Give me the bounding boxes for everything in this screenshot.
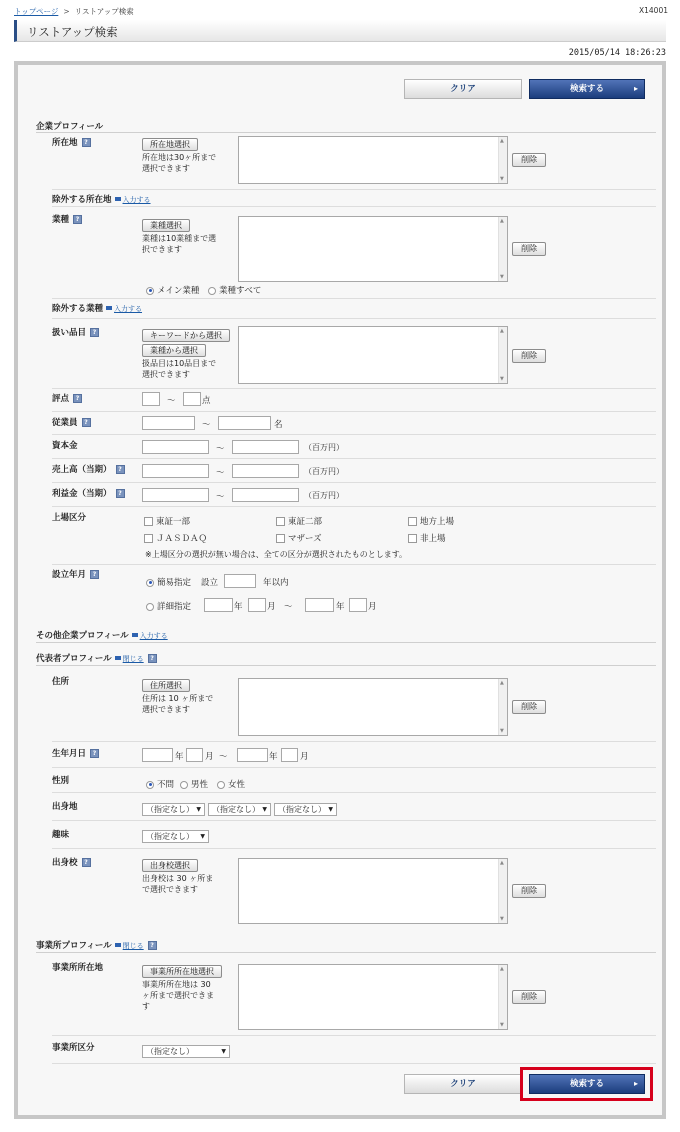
arrow-right-icon: ▸ bbox=[633, 84, 638, 93]
highlight-box bbox=[520, 1067, 653, 1101]
label-school-text: 出身校 bbox=[52, 858, 78, 868]
chevron-down-icon: ▼ bbox=[200, 833, 205, 840]
label-excluded-location bbox=[52, 193, 151, 205]
tilde: ～ bbox=[216, 468, 225, 478]
label-industry-text: 業種 bbox=[52, 215, 70, 225]
clear-button-bottom[interactable]: クリア bbox=[404, 1074, 522, 1094]
unit-people: 名 bbox=[274, 420, 283, 430]
label-excluded-location-text: 除外する所在地 bbox=[52, 195, 112, 205]
gender-radio-female[interactable] bbox=[217, 778, 245, 790]
employees-min-input[interactable] bbox=[142, 416, 195, 430]
gender-label: 男性 bbox=[191, 780, 209, 790]
radio-icon bbox=[146, 603, 154, 611]
label-excluded-industry-text: 除外する業種 bbox=[52, 304, 104, 314]
listing-label: マザーズ bbox=[288, 534, 322, 544]
label-sales-text: 売上高（当期） bbox=[52, 465, 112, 475]
section-office-text: 事業所プロフィール bbox=[36, 941, 112, 951]
gender-label: 不問 bbox=[157, 780, 175, 790]
listing-label: 東証二部 bbox=[288, 517, 323, 527]
sales-max-input[interactable] bbox=[232, 464, 299, 478]
label-capital: 資本金 bbox=[52, 441, 78, 451]
label-rating-text: 評点 bbox=[52, 394, 70, 404]
label-location bbox=[52, 136, 91, 148]
help-icon[interactable]: ? bbox=[73, 215, 82, 224]
help-icon[interactable]: ? bbox=[116, 489, 125, 498]
tilde: ～ bbox=[284, 602, 293, 612]
label-office-type: 事業所区分 bbox=[52, 1043, 95, 1053]
gender-label: 女性 bbox=[228, 780, 246, 790]
scrollbar[interactable] bbox=[498, 679, 507, 735]
unit-year: 年 bbox=[269, 752, 278, 762]
arrow-right-icon: ▸ bbox=[633, 1079, 638, 1088]
help-icon[interactable]: ? bbox=[148, 654, 157, 663]
search-label: 検索する bbox=[569, 84, 604, 94]
delete-address-button[interactable]: 削除 bbox=[512, 700, 546, 714]
rating-min-input[interactable] bbox=[142, 392, 160, 406]
note-school: 出身校は 30 ヶ所ま で選択できます bbox=[142, 874, 214, 894]
unit-year: 年 bbox=[336, 602, 345, 612]
section-representative-text: 代表者プロフィール bbox=[36, 654, 112, 664]
divider bbox=[52, 411, 656, 412]
delete-products-button[interactable]: 削除 bbox=[512, 349, 546, 363]
divider bbox=[52, 506, 656, 507]
checkbox-icon bbox=[144, 517, 153, 526]
help-icon[interactable]: ? bbox=[148, 941, 157, 950]
birth-to-month-input[interactable] bbox=[281, 748, 298, 762]
help-icon[interactable]: ? bbox=[116, 465, 125, 474]
checkbox-icon bbox=[276, 534, 285, 543]
link-arrow-icon bbox=[106, 306, 112, 310]
tilde: ～ bbox=[216, 492, 225, 502]
school-list[interactable] bbox=[238, 858, 508, 924]
checkbox-icon bbox=[408, 534, 417, 543]
label-location-text: 所在地 bbox=[52, 138, 78, 148]
birthplace-select-1[interactable] bbox=[142, 803, 205, 816]
label-hobby: 趣味 bbox=[52, 830, 70, 840]
label-employees bbox=[52, 416, 91, 428]
unit-year: 年 bbox=[234, 602, 243, 612]
label-birthplace: 出身地 bbox=[52, 802, 78, 812]
datetime: 2015/05/14 18:26:23 bbox=[568, 48, 666, 58]
divider bbox=[52, 820, 656, 821]
founded-established-label: 設立 bbox=[201, 578, 219, 588]
office-type-select[interactable] bbox=[142, 1045, 230, 1058]
founded-to-month-input[interactable] bbox=[349, 598, 367, 612]
divider bbox=[36, 665, 656, 666]
chevron-down-icon: ▼ bbox=[196, 806, 201, 813]
label-birthdate-text: 生年月日 bbox=[52, 749, 87, 759]
breadcrumb-home-link[interactable]: トップページ bbox=[14, 7, 59, 16]
unit-month: 月 bbox=[267, 602, 276, 612]
unit-month: 月 bbox=[368, 602, 377, 612]
unit-million-yen: （百万円） bbox=[304, 467, 344, 476]
select-location-button[interactable]: 所在地選択 bbox=[142, 138, 198, 151]
select-value: （指定なし） bbox=[278, 805, 326, 814]
divider bbox=[52, 388, 656, 389]
founded-radio-detail[interactable] bbox=[146, 600, 191, 612]
select-value: （指定なし） bbox=[212, 805, 260, 814]
birthplace-select-3[interactable] bbox=[274, 803, 337, 816]
radio-icon bbox=[217, 781, 225, 789]
help-icon[interactable]: ? bbox=[82, 138, 91, 147]
label-products bbox=[52, 326, 99, 338]
address-list[interactable] bbox=[238, 678, 508, 736]
unit-million-yen: （百万円） bbox=[304, 491, 344, 500]
note-office-location: 事業所所在地は 30 ヶ所まで選択できま す bbox=[142, 980, 214, 1011]
radio-icon bbox=[208, 287, 216, 295]
divider bbox=[52, 767, 656, 768]
section-other-company-text: その他企業プロフィール bbox=[36, 631, 129, 641]
label-office-location: 事業所所在地 bbox=[52, 963, 104, 973]
clear-button-top[interactable]: クリア bbox=[404, 79, 522, 99]
section-representative bbox=[36, 652, 157, 664]
divider bbox=[52, 741, 656, 742]
label-employees-text: 従業員 bbox=[52, 418, 78, 428]
note-location: 所在地は30ヶ所まで 選択できます bbox=[142, 153, 217, 173]
search-button-top[interactable] bbox=[529, 79, 645, 99]
industry-radio-all-label: 業種すべて bbox=[219, 286, 262, 296]
excluded-location-input-link[interactable]: 入力する bbox=[122, 196, 151, 204]
founded-from-month-input[interactable] bbox=[248, 598, 266, 612]
select-school-button[interactable]: 出身校選択 bbox=[142, 859, 198, 872]
delete-office-location-button[interactable]: 削除 bbox=[512, 990, 546, 1004]
note-products: 扱品目は10品目まで 選択できます bbox=[142, 359, 217, 379]
page-title: リストアップ検索 bbox=[27, 25, 118, 39]
tilde: ～ bbox=[219, 752, 228, 762]
divider bbox=[52, 848, 656, 849]
divider bbox=[52, 318, 656, 319]
scrollbar[interactable] bbox=[498, 327, 507, 383]
label-rating bbox=[52, 392, 82, 404]
chevron-down-icon: ▼ bbox=[262, 806, 267, 813]
section-company: 企業プロフィール bbox=[36, 122, 104, 132]
listing-option[interactable] bbox=[408, 515, 454, 527]
listing-option[interactable] bbox=[144, 515, 190, 527]
other-company-input-link[interactable]: 入力する bbox=[139, 632, 168, 640]
label-industry bbox=[52, 213, 82, 225]
label-profit-text: 利益金（当期） bbox=[52, 489, 112, 499]
divider bbox=[52, 206, 656, 207]
profit-min-input[interactable] bbox=[142, 488, 209, 502]
birth-from-month-input[interactable] bbox=[186, 748, 203, 762]
search-label: 検索する bbox=[569, 1079, 604, 1089]
divider bbox=[52, 1063, 656, 1064]
note-listing: ※上場区分の選択が無い場合は、全ての区分が選択されたものとします。 bbox=[145, 550, 408, 559]
radio-icon bbox=[180, 781, 188, 789]
select-office-location-button[interactable]: 事業所所在地選択 bbox=[142, 965, 222, 978]
breadcrumb-current: リストアップ検索 bbox=[74, 7, 134, 16]
unit-year: 年 bbox=[175, 752, 184, 762]
search-form-panel bbox=[14, 61, 666, 1119]
founded-to-year-input[interactable] bbox=[305, 598, 334, 612]
delete-industry-button[interactable]: 削除 bbox=[512, 242, 546, 256]
unit-within-years: 年以内 bbox=[263, 578, 289, 588]
listing-label: 地方上場 bbox=[420, 517, 455, 527]
representative-close-link[interactable]: 閉じる bbox=[122, 655, 144, 663]
delete-location-button[interactable]: 削除 bbox=[512, 153, 546, 167]
help-icon[interactable]: ? bbox=[82, 858, 91, 867]
capital-min-input[interactable] bbox=[142, 440, 209, 454]
checkbox-icon bbox=[408, 517, 417, 526]
listing-option[interactable] bbox=[276, 532, 322, 544]
divider bbox=[52, 1035, 656, 1036]
note-address: 住所は 10 ヶ所まで 選択できます bbox=[142, 694, 214, 714]
select-address-button[interactable]: 住所選択 bbox=[142, 679, 190, 692]
birth-from-year-input[interactable] bbox=[142, 748, 173, 762]
label-founded-text: 設立年月 bbox=[52, 570, 87, 580]
excluded-industry-input-link[interactable]: 入力する bbox=[114, 305, 143, 313]
select-keyword-button[interactable]: キーワードから選択 bbox=[142, 329, 230, 342]
scrollbar[interactable] bbox=[498, 217, 507, 281]
breadcrumb-separator: > bbox=[63, 7, 70, 16]
section-office bbox=[36, 939, 157, 951]
help-icon[interactable]: ? bbox=[73, 394, 82, 403]
radio-icon bbox=[146, 579, 154, 587]
divider bbox=[52, 792, 656, 793]
label-sales bbox=[52, 463, 125, 475]
office-location-list[interactable] bbox=[238, 964, 508, 1030]
chevron-down-icon: ▼ bbox=[328, 806, 333, 813]
divider bbox=[36, 132, 656, 133]
capital-max-input[interactable] bbox=[232, 440, 299, 454]
select-value: （指定なし） bbox=[146, 805, 194, 814]
label-profit bbox=[52, 487, 125, 499]
label-excluded-industry bbox=[52, 302, 142, 314]
divider bbox=[52, 458, 656, 459]
top-bar bbox=[14, 6, 668, 18]
listing-option[interactable] bbox=[408, 532, 446, 544]
radio-icon bbox=[146, 287, 154, 295]
rating-max-input[interactable] bbox=[183, 392, 201, 406]
label-products-text: 扱い品目 bbox=[52, 328, 87, 338]
tilde: ～ bbox=[167, 396, 176, 406]
sales-min-input[interactable] bbox=[142, 464, 209, 478]
help-icon[interactable]: ? bbox=[82, 418, 91, 427]
divider bbox=[52, 434, 656, 435]
link-arrow-icon bbox=[115, 197, 121, 201]
divider bbox=[52, 482, 656, 483]
select-value: （指定なし） bbox=[146, 1047, 194, 1056]
unit-million-yen: （百万円） bbox=[304, 443, 344, 452]
listing-option[interactable] bbox=[144, 532, 207, 544]
gender-radio-male[interactable] bbox=[180, 778, 208, 790]
office-close-link[interactable]: 閉じる bbox=[122, 942, 144, 950]
founded-from-year-input[interactable] bbox=[204, 598, 233, 612]
hobby-select[interactable] bbox=[142, 830, 209, 843]
label-school bbox=[52, 856, 91, 868]
label-gender: 性別 bbox=[52, 776, 70, 786]
employees-max-input[interactable] bbox=[218, 416, 271, 430]
listing-label: 非上場 bbox=[420, 534, 446, 544]
select-industry-button[interactable]: 業種選択 bbox=[142, 219, 190, 232]
industry-radio-main[interactable] bbox=[146, 284, 199, 296]
select-industry-from-button[interactable]: 業種から選択 bbox=[142, 344, 206, 357]
divider bbox=[52, 564, 656, 565]
listing-option[interactable] bbox=[276, 515, 322, 527]
birth-to-year-input[interactable] bbox=[237, 748, 268, 762]
label-founded bbox=[52, 568, 99, 580]
scrollbar[interactable] bbox=[498, 137, 507, 183]
select-value: （指定なし） bbox=[146, 832, 194, 841]
profit-max-input[interactable] bbox=[232, 488, 299, 502]
label-listing: 上場区分 bbox=[52, 513, 87, 523]
link-arrow-icon bbox=[115, 656, 121, 660]
link-arrow-icon bbox=[132, 633, 138, 637]
help-icon[interactable]: ? bbox=[90, 570, 99, 579]
section-other-company bbox=[36, 629, 168, 641]
industry-list[interactable] bbox=[238, 216, 508, 282]
scrollbar[interactable] bbox=[498, 965, 507, 1029]
help-icon[interactable]: ? bbox=[90, 749, 99, 758]
birthplace-select-2[interactable] bbox=[208, 803, 271, 816]
tilde: ～ bbox=[202, 420, 211, 430]
founded-radio-simple[interactable] bbox=[146, 576, 191, 588]
chevron-down-icon: ▼ bbox=[221, 1048, 226, 1055]
delete-school-button[interactable]: 削除 bbox=[512, 884, 546, 898]
founded-years-input[interactable] bbox=[224, 574, 256, 588]
divider bbox=[52, 189, 656, 190]
title-bar bbox=[14, 20, 666, 42]
label-address: 住所 bbox=[52, 677, 70, 687]
location-list[interactable] bbox=[238, 136, 508, 184]
screen-code: X14001 bbox=[639, 6, 668, 15]
industry-radio-all[interactable] bbox=[208, 284, 261, 296]
label-birthdate bbox=[52, 747, 99, 759]
link-arrow-icon bbox=[115, 943, 121, 947]
unit-points: 点 bbox=[202, 396, 211, 406]
checkbox-icon bbox=[276, 517, 285, 526]
industry-radio-main-label: メイン業種 bbox=[157, 286, 200, 296]
listing-label: 東証一部 bbox=[156, 517, 191, 527]
radio-icon bbox=[146, 781, 154, 789]
founded-detail-label: 詳細指定 bbox=[157, 602, 192, 612]
help-icon[interactable]: ? bbox=[90, 328, 99, 337]
scrollbar[interactable] bbox=[498, 859, 507, 923]
founded-simple-label: 簡易指定 bbox=[157, 578, 192, 588]
products-list[interactable] bbox=[238, 326, 508, 384]
divider bbox=[52, 298, 656, 299]
listing-label: ＪＡＳＤＡＱ bbox=[156, 534, 208, 544]
unit-month: 月 bbox=[205, 752, 214, 762]
tilde: ～ bbox=[216, 444, 225, 454]
note-industry: 業種は10業種まで選 択できます bbox=[142, 234, 217, 254]
checkbox-icon bbox=[144, 534, 153, 543]
divider bbox=[36, 952, 656, 953]
unit-month: 月 bbox=[300, 752, 309, 762]
gender-radio-any[interactable] bbox=[146, 778, 174, 790]
divider bbox=[36, 642, 656, 643]
